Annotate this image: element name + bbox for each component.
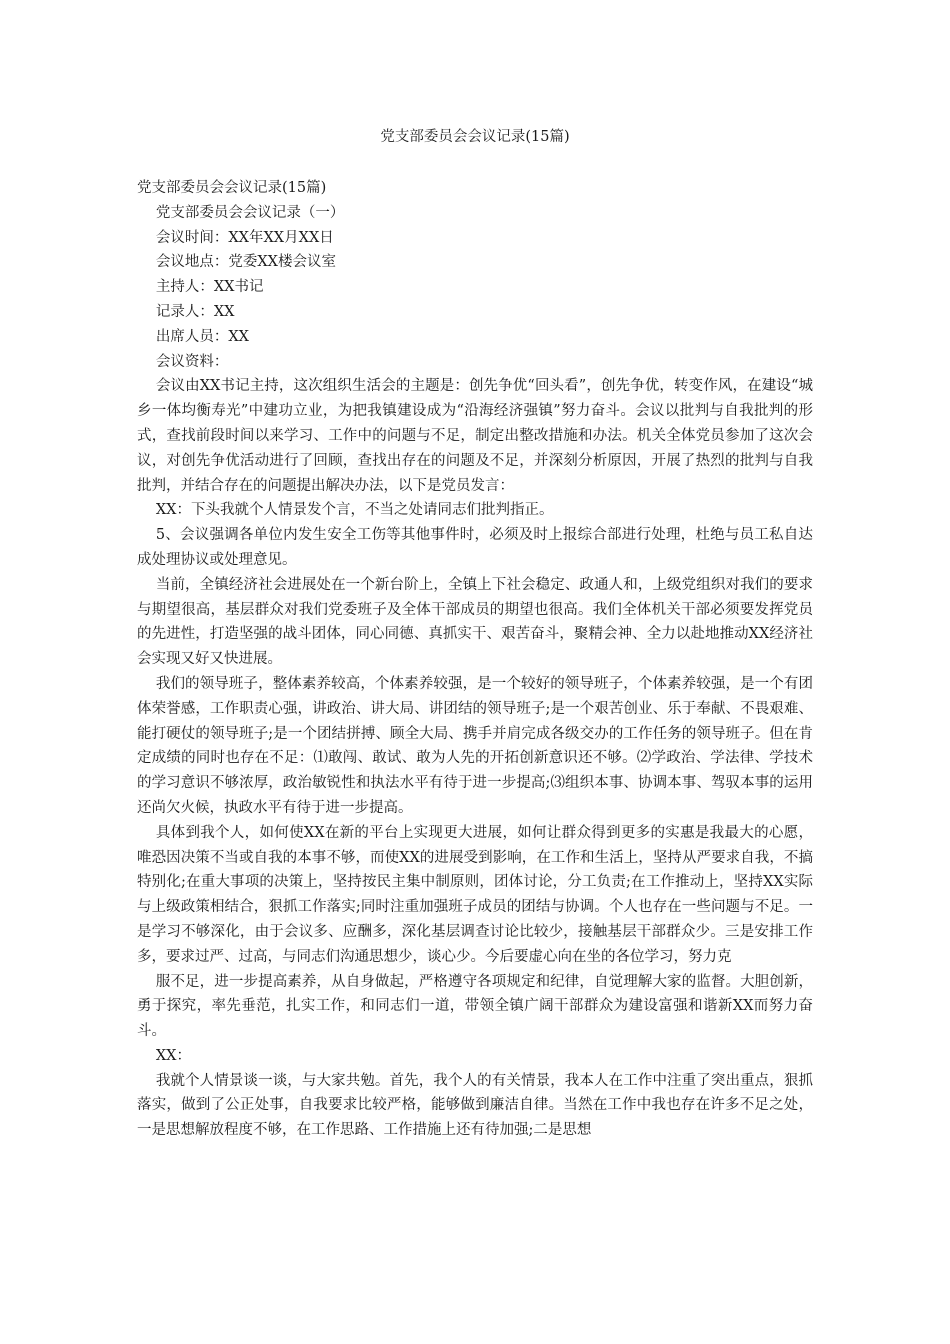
paragraph: 主持人：XX书记: [155, 279, 264, 296]
paragraph: 会议时间：XX年XX月XX日: [155, 229, 334, 246]
paragraph: 5、会议强调各单位内发生安全工伤等其他事件时，必须及时上报综合部进行处理，杜绝与员工私自达成处理协议或处理意见。: [137, 527, 813, 568]
document-heading: 党支部委员会会议记录(15篇): [137, 180, 327, 196]
paragraph: 会议资料：: [155, 353, 229, 370]
paragraph: 具体到我个人，如何使XX在新的平台上实现更大进展，如何让群众得到更多的实惠是我最大的心愿，唯恐因决策不当或自我的本事不够，而使XX的进展受到影响，在工作和生活上，坚持从严要求自我，不搞特别化;在重大事项的决策上，坚持按民主集中制原则，团体讨论，分工负责;在工作推动上，坚持XX实际与上级政策相结合，狠抓工作落实;同时注重加强班子成员的团结与协调。个人也存在一些问题与不足。一是学习不够深化，由于会议多、应酬多，深化基层调查讨论比较少，接触基层干部群众少。三是安排工作多，要求过严、过高，与同志们沟通思想少，谈心少。今后要虚心向在坐的各位学习，努力克: [137, 824, 813, 965]
paragraph: 会议由XX书记主持，这次组织生活会的主题是：创先争优“回头看”，创先争优，转变作风，在建设“城乡一体均衡寿光”中建功立业，为把我镇建设成为“沿海经济强镇”努力奋斗。会议以批判与自我批判的形式，查找前段时间以来学习、工作中的问题与不足，制定出整改措施和办法。机关全体党员参加了这次会议，对创先争优活动进行了回顾，查找出存在的问题及不足，并深刻分析原因，开展了热烈的批判与自我批判，并结合存在的问题提出解决办法，以下是党员发言：: [137, 378, 813, 494]
document-body: [137, 176, 813, 1143]
paragraph: XX：下头我就个人情景发个言，不当之处请同志们批判指正。: [155, 502, 554, 519]
document-title: 党支部委员会会议记录(15篇): [380, 129, 570, 145]
paragraph: 服不足，进一步提高素养，从自身做起，严格遵守各项规定和纪律，自觉理解大家的监督。大胆创新，勇于探究，率先垂范，扎实工作，和同志们一道，带领全镇广阔干部群众为建设富强和谐新XX而努力奋斗。: [137, 973, 813, 1040]
paragraph: XX：: [155, 1047, 191, 1064]
paragraph: 出席人员：XX: [155, 328, 249, 345]
paragraph: 记录人：XX: [155, 303, 235, 320]
paragraph: 我们的领导班子，整体素养较高，个体素养较强，是一个较好的领导班子，个体素养较强，是一个有团体荣誉感，工作职责心强，讲政治、讲大局、讲团结的领导班子;是一个艰苦创业、乐于奉献、不畏艰难、能打硬仗的领导班子;是一个团结拼搏、顾全大局、携手并肩完成各级交办的工作任务的领导班子。但在肯定成绩的同时也存在不足：⑴敢闯、敢试、敢为人先的开拓创新意识还不够。⑵学政治、学法律、学技术的学习意识不够浓厚，政治敏锐性和执法水平有待于进一步提高;⑶组织本事、协调本事、驾驭本事的运用还尚欠火候，执政水平有待于进一步提高。: [137, 675, 813, 816]
paragraph: 会议地点：党委XX楼会议室: [155, 254, 336, 271]
paragraph: 当前，全镇经济社会进展处在一个新台阶上，全镇上下社会稳定、政通人和，上级党组织对我们的要求与期望很高，基层群众对我们党委班子及全体干部成员的期望也很高。我们全体机关干部必须要发挥党员的先进性，打造坚强的战斗团体，同心同德、真抓实干、艰苦奋斗，聚精会神、全力以赴地推动XX经济社会实现又好又快进展。: [137, 576, 813, 668]
paragraph: 我就个人情景谈一谈，与大家共勉。首先，我个人的有关情景，我本人在工作中注重了突出重点，狠抓落实，做到了公正处事，自我要求比较严格，能够做到廉洁自律。当然在工作中我也存在许多不足之处，一是思想解放程度不够，在工作思路、工作措施上还有待加强;二是思想: [137, 1072, 813, 1139]
paragraph: 党支部委员会会议记录（一）: [155, 204, 345, 221]
